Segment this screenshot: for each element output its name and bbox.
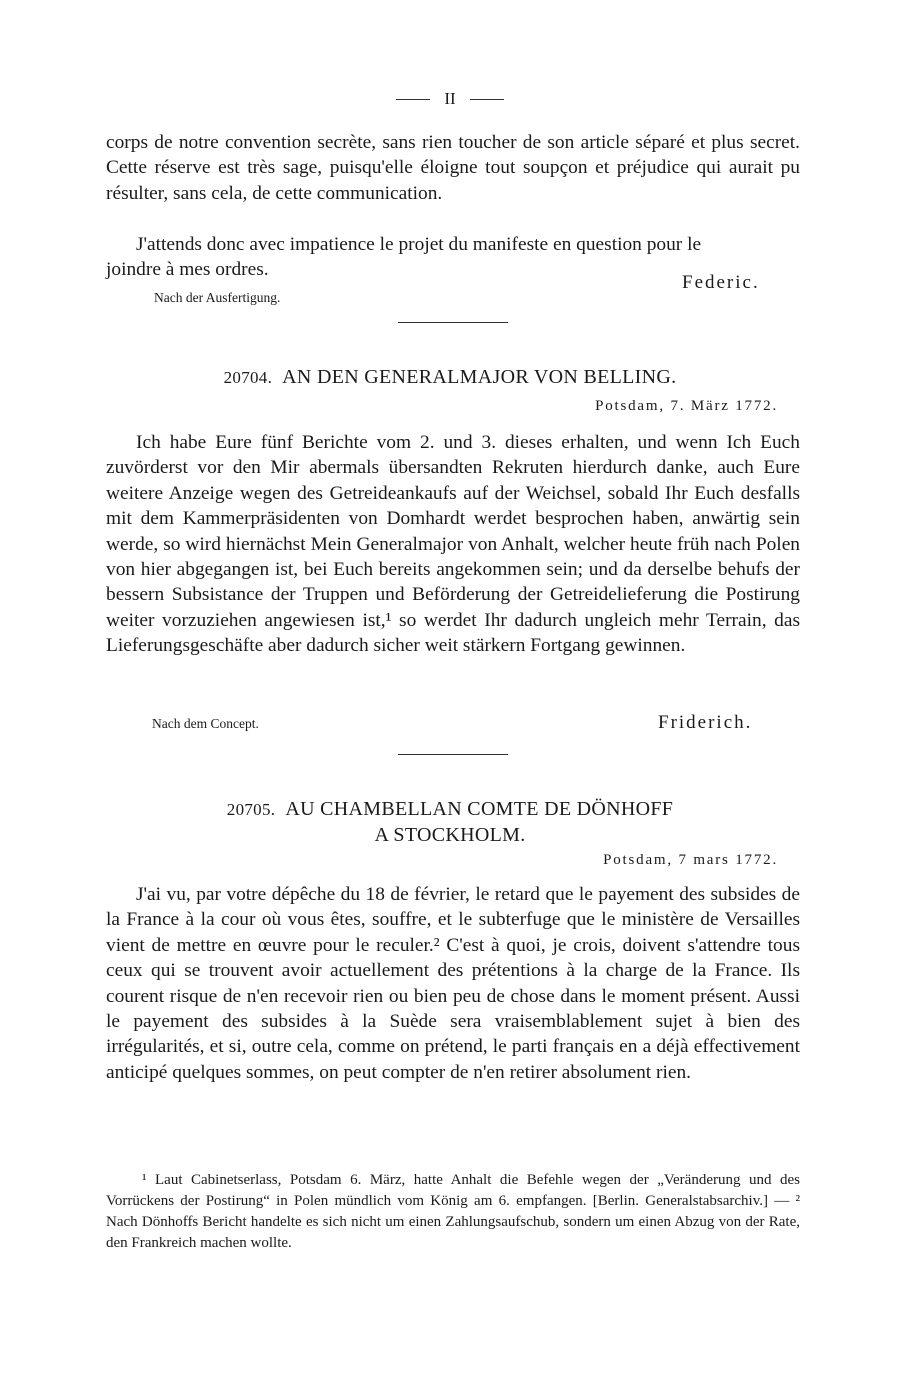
source-note-concept: Nach dem Concept. [152, 716, 259, 731]
letter-number: 20704. [223, 368, 273, 387]
letter-heading-20705-line2: A STOCKHOLM. [374, 824, 526, 846]
section-divider [398, 754, 508, 755]
page-header [0, 86, 900, 112]
letter-continuation-paragraph: corps de notre convention secrète, sans rien toucher de son article séparé et plus secret. Cette réserve est très sage, puisqu'elle éloigne tout soupçon et préjudice qui aurait pu résulter, sans cela, de cette communication. [106, 132, 800, 204]
footnotes [106, 1170, 800, 1254]
dateline-20704: Potsdam, 7. März 1772. [595, 398, 778, 414]
letter-body-20705: J'ai vu, par votre dépêche du 18 de février, le retard que le payement des subsides de la France à la cour où vous êtes, souffre, et le subterfuge que le ministère de Versailles vient de mettre en œuvre pour le reculer.² C'est à quoi, je crois, doivent s'attendre tous ceux qui se trouvent avoir actuellement des prétentions à la charge de la France. Ils courent risque de n'en recevoir rien ou bien peu de chose dans le moment présent. Aussi le payement des subsides à la Suède sera vraisemblablement sujet à bien des irrégularités, et si, outre cela, comme on prétend, le parti français en a déjà effectivement anticipé quelques sommes, on peut compter de n'en retirer absolument rien. [106, 884, 800, 1083]
page-number: II [444, 89, 456, 108]
letter-body-20704: Ich habe Eure fünf Berichte vom 2. und 3. dieses erhalten, und wenn Ich Euch zuvörderst vor den Mir abermals übersandten Rekruten hierdurch danke, auch Eure weitere Anzeige wegen des Getreideankaufs auf der Weichsel, sobald Ihr Euch desfalls mit dem Kammerpräsidenten von Domhardt werdet besprochen haben, anwärtig sein werde, so wird hiernächst Mein Generalmajor von Anhalt, welcher heute früh nach Polen von hier abgegangen ist, bei Euch bereits angekommen sein; und da derselbe behufs der bessern Subsistance der Truppen und Beförderung der Getreidelieferung die Postirung weiter vorzuziehen angewiesen ist,¹ so werdet Ihr dadurch ungleich mehr Terrain, das Lieferungsgeschäfte aber dadurch sicher weit stärkern Fortgang gewinnen. [106, 432, 800, 657]
header-dash-right [470, 99, 504, 100]
letter-closing-paragraph: J'attends donc avec impatience le projet du manifeste en question pour le joindre à mes ordres. [106, 234, 702, 281]
section-divider [398, 322, 508, 323]
signature-federic: Federic. [682, 272, 760, 293]
signature-friderich: Friderich. [658, 712, 753, 733]
letter-heading-20704 [0, 366, 900, 389]
source-note-ausfertigung: Nach der Ausfertigung. [154, 290, 281, 305]
dateline-20705: Potsdam, 7 mars 1772. [603, 852, 778, 868]
letter-recipient-title: AU CHAMBELLAN COMTE DE DÖNHOFF [285, 798, 674, 820]
letter-recipient-title: AN DEN GENERALMAJOR VON BELLING. [282, 366, 677, 388]
header-dash-left [396, 99, 430, 100]
footnote-text: ¹ Laut Cabinetserlass, Potsdam 6. März, hatte Anhalt die Befehle wegen der „Veränderung und des Vorrückens der Postirung“ in Polen mündlich vom König am 6. empfangen. [Berlin. Generalstabsarchiv.] — ² Nach Dönhoffs Bericht handelte es sich nicht um einen Zahlungsaufschub, sondern um einen Abzug von der Rate, den Frankreich machen wollte. [106, 1172, 800, 1251]
letter-number: 20705. [226, 800, 276, 819]
letter-heading-20705 [0, 798, 900, 821]
